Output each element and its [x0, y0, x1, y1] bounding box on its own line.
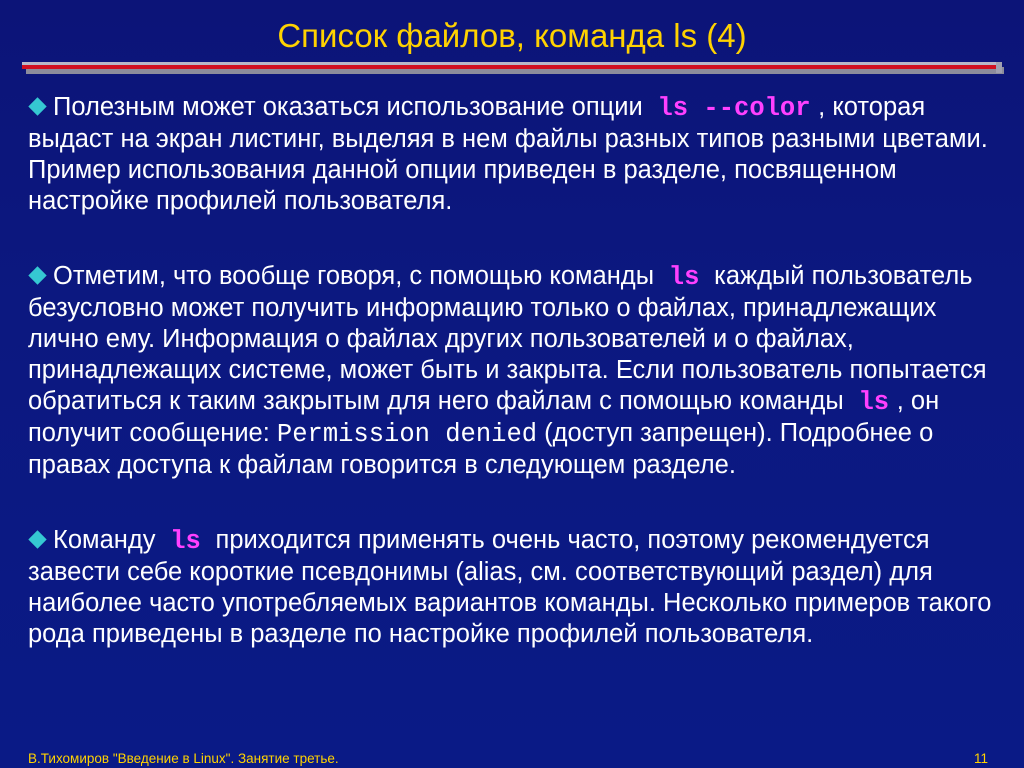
slide-content	[28, 92, 998, 650]
diamond-bullet-icon	[28, 530, 46, 548]
footer-course-title: В.Тихомиров "Введение в Linux". Занятие третье.	[28, 751, 339, 766]
diamond-bullet-icon	[28, 266, 46, 284]
divider-red-line	[22, 65, 1000, 69]
paragraph-text: Полезным может оказаться использование опции	[53, 93, 643, 121]
paragraph-text: , которая выдаст на экран листинг, выделяя в нем файлы разных типов разными цветами. Пример использования данной опции приведен в разделе, посвященном настройке профилей пользователя.	[28, 93, 988, 215]
command-ls: ls	[668, 263, 700, 292]
command-ls: ls	[170, 527, 201, 556]
paragraph-text: Команду	[53, 526, 156, 554]
diamond-bullet-icon	[28, 97, 46, 115]
paragraph-text: приходится применять очень часто, поэтому рекомендуется завести себе короткие псевдонимы (alias, см. соответствующий раздел) для наиболее часто употребляемых вариантов команды. Несколько примеров такого рода приведены в разделе по настройке профилей пользователя.	[28, 526, 992, 648]
permission-denied-message: Permission denied	[276, 420, 538, 449]
slide-title: Список файлов, команда ls (4)	[277, 17, 747, 54]
command-ls-color: ls --color	[657, 94, 811, 123]
command-ls: ls	[858, 388, 890, 417]
paragraph-text: Отметим, что вообще говоря, с помощью команды	[53, 262, 655, 290]
paragraph-color-option	[28, 92, 998, 217]
paragraph-text: каждый пользователь безусловно может получить информацию только о файлах, принадлежащих лично ему. Информация о файлах других пользователей и о файлах, принадлежащих системе, может быть и закрыта. Если пользователь попытается обратиться к таким закрытым для него файлам с помощью команды	[28, 262, 987, 415]
paragraph-text: , он получит сообщение:	[28, 387, 940, 447]
paragraph-aliases	[28, 525, 998, 650]
title-divider	[22, 62, 1004, 76]
paragraph-text: (доступ запрещен). Подробнее о правах доступа к файлам говорится в следующем разделе.	[28, 419, 934, 479]
paragraph-permissions	[28, 261, 998, 481]
footer-page-number: 11	[973, 751, 988, 766]
divider-end-cap	[996, 62, 1002, 73]
